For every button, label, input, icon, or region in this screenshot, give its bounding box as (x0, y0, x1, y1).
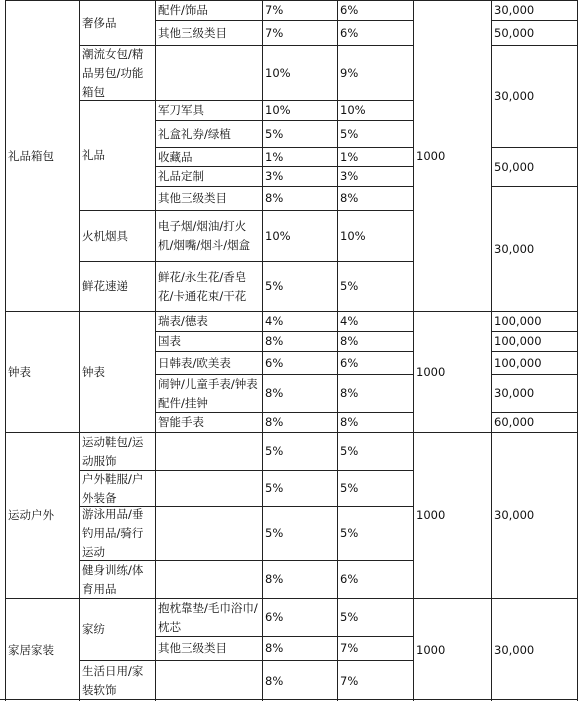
commission-rate-cell (262, 506, 337, 560)
deposit-text: 1000 (416, 508, 446, 522)
tertiary-category-cell (155, 20, 262, 45)
tertiary-category-cell (155, 147, 262, 166)
commission-rate-text: 7% (265, 3, 284, 17)
commission-rate-alt-text: 7% (340, 641, 359, 655)
subcategory-text: 火机烟具 (82, 228, 128, 243)
annual-fee-cell (491, 351, 578, 374)
tertiary-category-text: 其他三级类目 (158, 25, 227, 40)
commission-rate-alt-text: 5% (340, 126, 359, 141)
commission-rate-cell (262, 20, 337, 45)
subcategory-cell (79, 506, 155, 560)
commission-rate-alt-cell (337, 261, 413, 311)
tertiary-category-cell (155, 560, 262, 598)
subcategory-cell (79, 598, 155, 660)
annual-fee-cell (491, 598, 578, 701)
tertiary-category-text: 军刀军具 (158, 103, 204, 117)
commission-rate-cell (262, 45, 337, 100)
subcategory-cell (79, 470, 155, 506)
annual-fee-cell (491, 20, 578, 45)
commission-rate-alt-cell (337, 210, 413, 261)
commission-rate-text: 5% (265, 481, 284, 495)
commission-rate-text: 4% (265, 314, 284, 328)
commission-rate-alt-cell (337, 470, 413, 506)
annual-fee-text: 100,000 (494, 314, 542, 328)
commission-rate-text: 1% (265, 149, 284, 164)
annual-fee-text: 30,000 (494, 3, 535, 17)
table-border-right (577, 0, 578, 701)
tertiary-category-cell (155, 636, 262, 660)
commission-rate-text: 5% (265, 444, 284, 458)
subcategory-cell (79, 432, 155, 470)
deposit-text: 1000 (416, 642, 446, 657)
commission-rate-alt-text: 6% (340, 3, 359, 17)
annual-fee-text: 30,000 (494, 89, 535, 103)
tertiary-category-cell (155, 186, 262, 210)
subcategory-text: 生活日用/家装软饰 (82, 664, 144, 697)
annual-fee-cell (491, 147, 578, 186)
commission-rate-alt-cell (337, 147, 413, 166)
subcategory-text: 健身训练/体育用品 (82, 562, 144, 596)
commission-rate-alt-text: 10% (340, 103, 366, 117)
tertiary-category-cell (155, 506, 262, 560)
commission-rate-cell (262, 186, 337, 210)
tertiary-category-cell (155, 45, 262, 100)
deposit-text: 1000 (416, 364, 446, 379)
commission-rate-text: 8% (265, 673, 284, 688)
commission-rate-cell (262, 636, 337, 660)
tertiary-category-cell (155, 374, 262, 412)
commission-rate-alt-text: 4% (340, 314, 359, 328)
commission-rate-text: 5% (265, 526, 284, 540)
commission-rate-alt-text: 8% (340, 334, 359, 348)
commission-rate-text: 5% (265, 279, 284, 293)
commission-rate-cell (262, 166, 337, 186)
deposit-cell (413, 0, 491, 311)
subcategory-text: 奢侈品 (82, 15, 117, 30)
commission-rate-cell (262, 311, 337, 331)
subcategory-cell (79, 100, 155, 210)
category-cell (5, 311, 79, 432)
commission-rate-cell (262, 147, 337, 166)
annual-fee-cell (491, 432, 578, 598)
commission-rate-alt-text: 7% (340, 673, 359, 688)
annual-fee-text: 30,000 (494, 241, 535, 256)
tertiary-category-text: 抱枕靠垫/毛巾浴巾/枕芯 (158, 600, 258, 634)
commission-rate-alt-text: 8% (340, 191, 359, 205)
commission-rate-alt-cell (337, 374, 413, 412)
commission-rate-cell (262, 598, 337, 636)
commission-rate-cell (262, 560, 337, 598)
tertiary-category-text: 电子烟/烟油/打火机/烟嘴/烟斗/烟盒 (158, 219, 251, 252)
commission-rate-alt-cell (337, 120, 413, 147)
subcategory-cell (79, 660, 155, 701)
subcategory-cell (79, 210, 155, 261)
commission-rate-alt-cell (337, 20, 413, 45)
commission-rate-alt-cell (337, 45, 413, 100)
commission-rate-cell (262, 432, 337, 470)
subcategory-text: 礼品 (82, 148, 105, 162)
table-border-bottom (0, 699, 578, 700)
tertiary-category-text: 配件/饰品 (158, 3, 208, 17)
commission-rate-cell (262, 374, 337, 412)
commission-rate-cell (262, 470, 337, 506)
commission-rate-alt-cell (337, 186, 413, 210)
deposit-text: 1000 (416, 148, 446, 163)
commission-rate-alt-cell (337, 636, 413, 660)
tertiary-category-text: 瑞表/德表 (158, 314, 208, 328)
tertiary-category-text: 日韩表/欧美表 (158, 355, 231, 370)
tertiary-category-text: 收藏品 (158, 149, 193, 164)
subcategory-cell (79, 311, 155, 432)
subcategory-text: 潮流女包/精品男包/功能箱包 (82, 46, 144, 99)
commission-rate-text: 8% (265, 641, 284, 655)
commission-rate-text: 6% (265, 610, 284, 624)
subcategory-cell (79, 560, 155, 598)
subcategory-cell (79, 0, 155, 45)
category-cell (5, 598, 79, 701)
tertiary-category-cell (155, 261, 262, 311)
tertiary-category-cell (155, 166, 262, 186)
deposit-cell (413, 311, 491, 432)
commission-rate-alt-text: 3% (340, 169, 359, 183)
commission-rate-alt-text: 5% (340, 279, 359, 293)
tertiary-category-text: 其他三级类目 (158, 191, 227, 205)
tertiary-category-cell (155, 432, 262, 470)
annual-fee-text: 50,000 (494, 159, 535, 174)
commission-rate-text: 3% (265, 169, 284, 183)
tertiary-category-text: 礼盒礼券/绿植 (158, 126, 231, 141)
commission-rate-alt-text: 10% (340, 228, 366, 243)
commission-rate-alt-text: 6% (340, 355, 359, 370)
commission-rate-alt-text: 9% (340, 65, 359, 80)
commission-rate-alt-cell (337, 166, 413, 186)
commission-rate-text: 6% (265, 355, 284, 370)
tertiary-category-cell (155, 311, 262, 331)
category-cell (5, 432, 79, 598)
commission-rate-cell (262, 660, 337, 701)
tertiary-category-text: 鲜花/永生花/香皂花/卡通花束/干花 (158, 269, 247, 303)
subcategory-cell (79, 261, 155, 311)
annual-fee-cell (491, 412, 578, 432)
subcategory-text: 鲜花速递 (82, 279, 128, 293)
tertiary-category-cell (155, 470, 262, 506)
subcategory-cell (79, 45, 155, 100)
annual-fee-cell (491, 45, 578, 147)
commission-rate-cell (262, 261, 337, 311)
annual-fee-text: 50,000 (494, 25, 535, 40)
annual-fee-text: 60,000 (494, 415, 535, 429)
subcategory-text: 游泳用品/垂钓用品/骑行运动 (82, 507, 144, 559)
commission-rate-alt-cell (337, 560, 413, 598)
commission-rate-alt-cell (337, 598, 413, 636)
tertiary-category-cell (155, 120, 262, 147)
tertiary-category-text: 智能手表 (158, 415, 204, 429)
commission-rate-alt-cell (337, 412, 413, 432)
commission-rate-alt-text: 5% (340, 444, 359, 458)
category-text: 运动户外 (8, 508, 54, 522)
commission-rate-cell (262, 210, 337, 261)
tertiary-category-cell (155, 412, 262, 432)
subcategory-text: 家纺 (82, 622, 105, 636)
tertiary-category-text: 闹钟/儿童手表/钟表配件/挂钟 (158, 376, 258, 410)
commission-rate-text: 7% (265, 25, 284, 40)
commission-rate-alt-cell (337, 331, 413, 351)
category-text: 礼品箱包 (8, 148, 54, 163)
annual-fee-text: 30,000 (494, 508, 535, 522)
annual-fee-text: 100,000 (494, 355, 542, 370)
annual-fee-text: 30,000 (494, 642, 535, 657)
commission-rate-text: 5% (265, 126, 284, 141)
tertiary-category-cell (155, 210, 262, 261)
commission-rate-cell (262, 331, 337, 351)
tertiary-category-cell (155, 331, 262, 351)
deposit-cell (413, 598, 491, 701)
subcategory-text: 户外鞋服/户外装备 (82, 471, 144, 505)
annual-fee-text: 30,000 (494, 386, 535, 400)
annual-fee-cell (491, 0, 578, 20)
commission-rate-cell (262, 351, 337, 374)
commission-rate-alt-cell (337, 660, 413, 701)
category-text: 钟表 (8, 364, 31, 379)
category-cell (5, 0, 79, 311)
annual-fee-cell (491, 331, 578, 351)
commission-rate-alt-cell (337, 351, 413, 374)
tertiary-category-text: 其他三级类目 (158, 641, 227, 655)
commission-rate-text: 8% (265, 415, 284, 429)
annual-fee-cell (491, 186, 578, 311)
commission-rate-cell (262, 0, 337, 20)
tertiary-category-cell (155, 0, 262, 20)
commission-rate-text: 10% (265, 228, 291, 243)
tertiary-category-cell (155, 100, 262, 120)
commission-rate-cell (262, 412, 337, 432)
annual-fee-cell (491, 374, 578, 412)
commission-rate-cell (262, 100, 337, 120)
commission-rate-alt-text: 1% (340, 149, 359, 164)
commission-rate-alt-cell (337, 432, 413, 470)
tertiary-category-cell (155, 660, 262, 701)
commission-rate-cell (262, 120, 337, 147)
category-text: 家居家装 (8, 642, 54, 657)
tertiary-category-cell (155, 598, 262, 636)
commission-rate-text: 8% (265, 572, 284, 586)
commission-rate-alt-text: 6% (340, 572, 359, 586)
commission-rate-alt-text: 8% (340, 415, 359, 429)
annual-fee-cell (491, 311, 578, 331)
commission-rate-alt-text: 5% (340, 610, 359, 624)
annual-fee-text: 100,000 (494, 334, 542, 348)
commission-rate-text: 10% (265, 65, 291, 80)
commission-rate-alt-cell (337, 100, 413, 120)
commission-rate-text: 8% (265, 334, 284, 348)
commission-rate-text: 10% (265, 103, 291, 117)
commission-rate-text: 8% (265, 386, 284, 400)
tertiary-category-text: 国表 (158, 334, 181, 348)
deposit-cell (413, 432, 491, 598)
commission-rate-alt-cell (337, 311, 413, 331)
commission-rate-alt-text: 6% (340, 25, 359, 40)
commission-rate-alt-text: 8% (340, 386, 359, 400)
subcategory-text: 运动鞋包/运动服饰 (82, 434, 144, 468)
commission-rate-alt-cell (337, 0, 413, 20)
commission-rate-alt-text: 5% (340, 526, 359, 540)
subcategory-text: 钟表 (82, 364, 105, 379)
commission-rate-alt-text: 5% (340, 481, 359, 495)
tertiary-category-text: 礼品定制 (158, 169, 204, 183)
commission-rate-text: 8% (265, 191, 284, 205)
tertiary-category-cell (155, 351, 262, 374)
commission-rate-alt-cell (337, 506, 413, 560)
